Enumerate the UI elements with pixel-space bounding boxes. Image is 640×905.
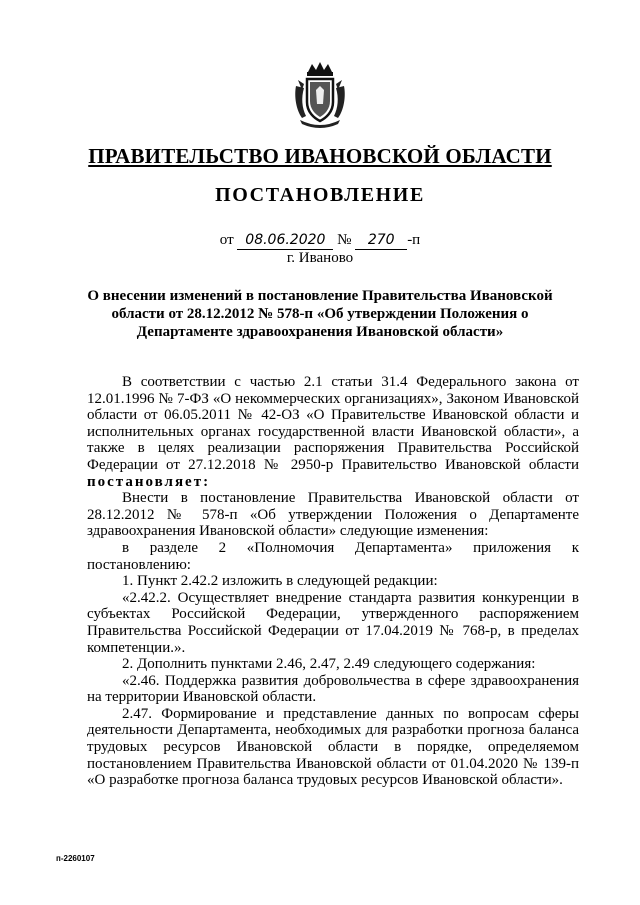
handwritten-number: 270 [355,232,407,250]
item-2-paragraph: 2. Дополнить пунктами 2.46, 2.47, 2.49 следующего содержания: [122,656,536,673]
organization-name: ПРАВИТЕЛЬСТВО ИВАНОВСКОЙ ОБЛАСТИ [88,144,552,168]
handwritten-date: 08.06.2020 [237,232,333,250]
document-title: О внесении изменений в постановление Правительства Ивановской области от 28.12.2012 № 578-п «Об утверждении Положения о Департаменте здравоохранения Ивановской области» [87,288,553,340]
document-meta [0,232,640,267]
section-paragraph: в разделе 2 «Полномочия Департамента» приложения к постановлению: [87,539,579,573]
coat-of-arms-emblem [292,60,348,128]
clause-2-46-paragraph: «2.46. Поддержка развития добровольчества в сфере здравоохранения на территории Ивановской области. [87,672,579,706]
preamble-paragraph [87,374,579,490]
document-type: ПОСТАНОВЛЕНИЕ [215,184,425,206]
number-sign: № [337,232,352,248]
number-suffix: -п [407,232,421,248]
item-1-paragraph: 1. Пункт 2.42.2 изложить в следующей редакции: [122,573,438,590]
amendment-intro-paragraph: Внести в постановление Правительства Ивановской области от 28.12.2012 № 578-п «Об утверждении Положения о Департаменте здравоохранения Ивановской области» следующие изменения: [87,490,579,540]
clause-2-42-2-paragraph: «2.42.2. Осуществляет внедрение стандарта развития конкуренции в субъектах Российской Федерации, утвержденного распоряжением Правительства Российской Федерации от 17.04.2019 № 768-р, в пределах компетенции.». [87,589,579,656]
clause-2-47-paragraph: 2.47. Формирование и представление данных по вопросам сферы деятельности Департамента, необходимых для разработки прогноза баланса трудовых ресурсов Ивановской области в порядке, определяемом постановлением Правительства Ивановской области от 01.04.2020 № 139-п «О разработке прогноза баланса трудовых ресурсов Ивановской области». [87,705,579,789]
preamble-text: В соответствии с частью 2.1 статьи 31.4 Федерального закона от 12.01.1996 № 7-ФЗ «О некоммерческих организациях», Законом Ивановской области от 06.05.2011 № 42-ОЗ «О Правительстве Ивановской области и исполнительных органах государственной власти Ивановской области», а также в целях реализации распоряжения Правительства Российской Федерации от 27.12.2018 № 2950-р Правительство Ивановской области [87,374,579,473]
city: г. Иваново [286,250,354,266]
document-body [87,374,579,789]
from-label: от [219,232,234,248]
decree-word: постановляет: [87,473,211,490]
barcode-number: п-2260107 [56,854,95,863]
date-number-line [0,232,640,250]
